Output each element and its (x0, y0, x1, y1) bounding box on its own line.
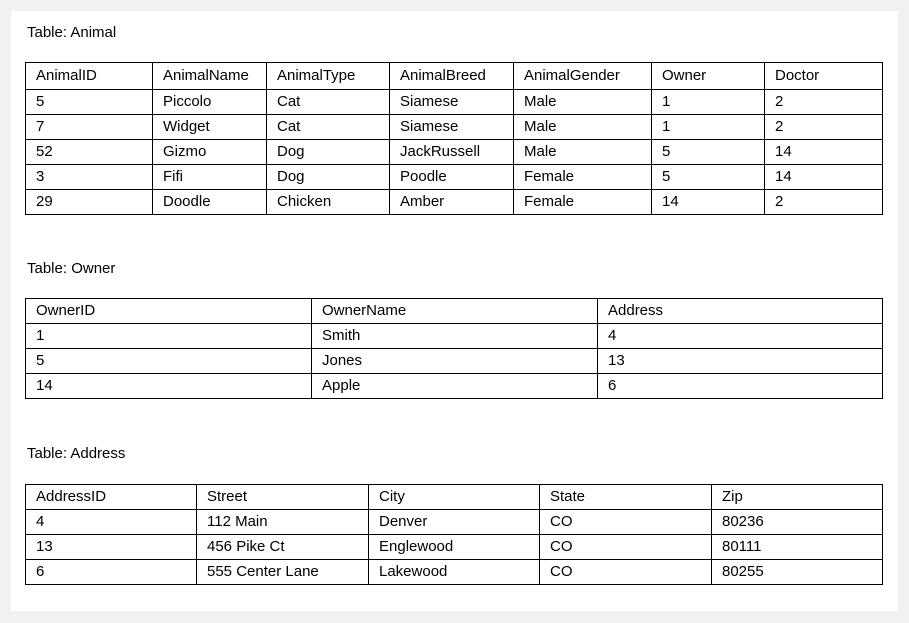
table-cell: Dog (267, 165, 390, 190)
table-row (26, 349, 883, 374)
table-cell: 112 Main (197, 510, 369, 535)
table-cell: 14 (652, 190, 765, 215)
column-header: OwnerName (312, 299, 598, 324)
table-cell: 5 (652, 140, 765, 165)
owner-table-title: Table: Owner (27, 260, 116, 277)
column-header: AnimalBreed (390, 63, 514, 90)
table-row (26, 324, 883, 349)
column-header: AddressID (26, 485, 197, 510)
table-cell: Male (514, 90, 652, 115)
table-header-row (26, 485, 883, 510)
table-cell: 80111 (712, 535, 883, 560)
table-cell: 14 (765, 140, 883, 165)
column-header: AnimalName (153, 63, 267, 90)
column-header: Zip (712, 485, 883, 510)
table-cell: Englewood (369, 535, 540, 560)
column-header: State (540, 485, 712, 510)
table-row (26, 510, 883, 535)
table-cell: 5 (26, 349, 312, 374)
table-cell: CO (540, 535, 712, 560)
column-header: Owner (652, 63, 765, 90)
table-cell: 80255 (712, 560, 883, 585)
table-cell: Dog (267, 140, 390, 165)
table-cell: 29 (26, 190, 153, 215)
table-cell: Siamese (390, 90, 514, 115)
table-cell: Male (514, 115, 652, 140)
table-cell: 5 (26, 90, 153, 115)
table-row (26, 374, 883, 399)
table-cell: 13 (26, 535, 197, 560)
table-cell: Gizmo (153, 140, 267, 165)
table-cell: JackRussell (390, 140, 514, 165)
column-header: City (369, 485, 540, 510)
table-row (26, 535, 883, 560)
table-row (26, 190, 883, 215)
address-table-title: Table: Address (27, 445, 126, 462)
table-cell: Lakewood (369, 560, 540, 585)
address-table (25, 484, 883, 585)
owner-table (25, 298, 883, 399)
table-cell: 6 (598, 374, 883, 399)
table-cell: Chicken (267, 190, 390, 215)
column-header: AnimalType (267, 63, 390, 90)
table-cell: 4 (26, 510, 197, 535)
table-cell: 555 Center Lane (197, 560, 369, 585)
table-cell: Poodle (390, 165, 514, 190)
table-cell: CO (540, 560, 712, 585)
table-cell: 5 (652, 165, 765, 190)
table-header-row (26, 63, 883, 90)
table-cell: 14 (765, 165, 883, 190)
table-cell: Female (514, 165, 652, 190)
table-cell: Fifi (153, 165, 267, 190)
table-cell: Widget (153, 115, 267, 140)
table-cell: 1 (652, 115, 765, 140)
table-cell: Female (514, 190, 652, 215)
table-cell: 2 (765, 90, 883, 115)
table-cell: Apple (312, 374, 598, 399)
table-row (26, 165, 883, 190)
table-cell: Cat (267, 115, 390, 140)
table-cell: Siamese (390, 115, 514, 140)
table-cell: Smith (312, 324, 598, 349)
column-header: AnimalID (26, 63, 153, 90)
table-cell: 6 (26, 560, 197, 585)
table-row (26, 140, 883, 165)
table-cell: Amber (390, 190, 514, 215)
table-cell: 7 (26, 115, 153, 140)
table-cell: 2 (765, 190, 883, 215)
table-cell: CO (540, 510, 712, 535)
table-row (26, 90, 883, 115)
table-cell: 1 (26, 324, 312, 349)
table-cell: 456 Pike Ct (197, 535, 369, 560)
table-cell: Male (514, 140, 652, 165)
table-row (26, 560, 883, 585)
table-cell: Cat (267, 90, 390, 115)
table-cell: Jones (312, 349, 598, 374)
table-cell: Doodle (153, 190, 267, 215)
table-cell: 1 (652, 90, 765, 115)
document-page (11, 11, 898, 611)
table-cell: 14 (26, 374, 312, 399)
table-cell: 80236 (712, 510, 883, 535)
column-header: AnimalGender (514, 63, 652, 90)
table-cell: Denver (369, 510, 540, 535)
table-cell: 3 (26, 165, 153, 190)
column-header: Street (197, 485, 369, 510)
table-row (26, 115, 883, 140)
table-cell: 4 (598, 324, 883, 349)
column-header: Address (598, 299, 883, 324)
animal-table (25, 62, 883, 215)
column-header: Doctor (765, 63, 883, 90)
table-cell: 2 (765, 115, 883, 140)
animal-table-title: Table: Animal (27, 24, 117, 41)
table-header-row (26, 299, 883, 324)
column-header: OwnerID (26, 299, 312, 324)
table-cell: Piccolo (153, 90, 267, 115)
table-cell: 13 (598, 349, 883, 374)
table-cell: 52 (26, 140, 153, 165)
